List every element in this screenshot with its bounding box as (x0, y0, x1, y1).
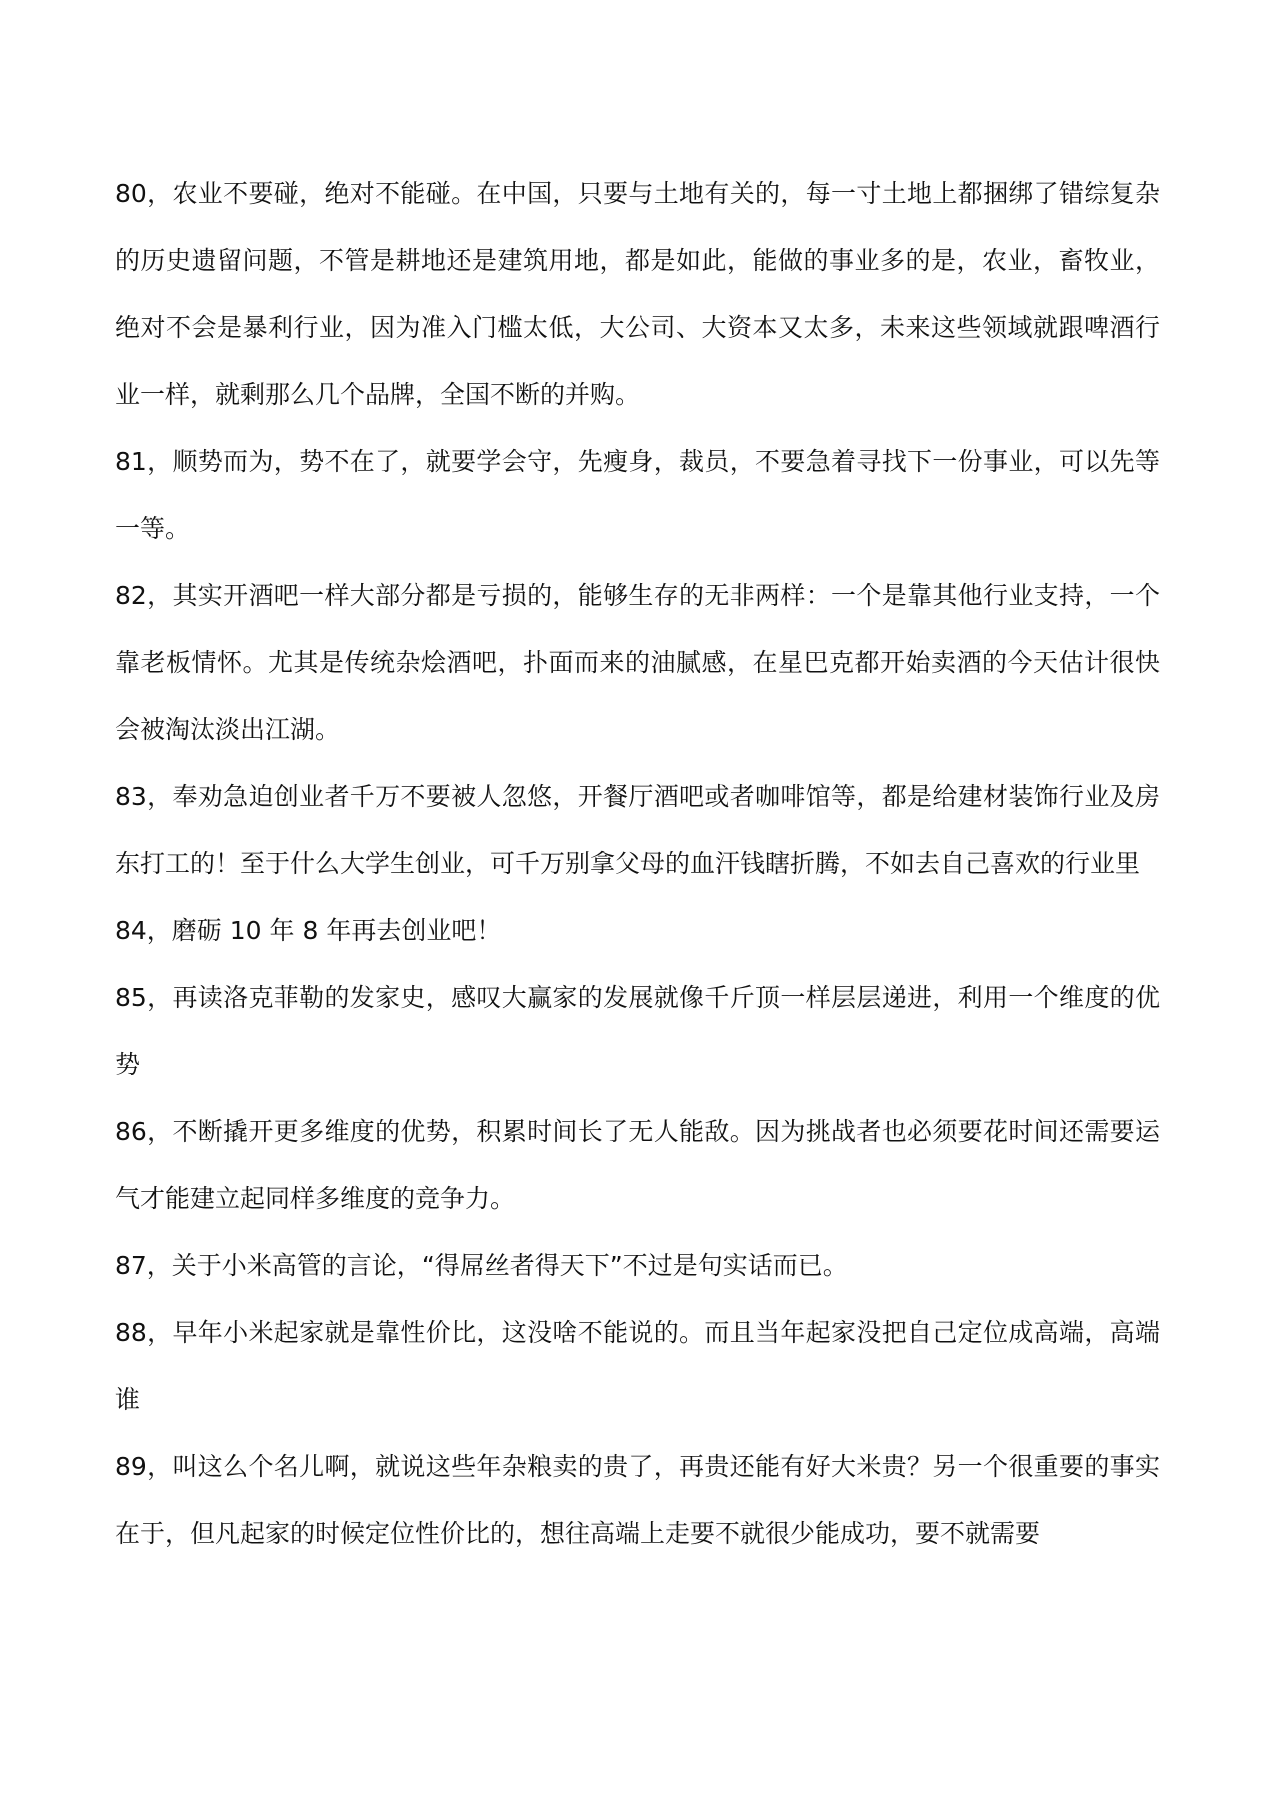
paragraph-89: 89，叫这么个名儿啊，就说这些年杂粮卖的贵了，再贵还能有好大米贵？另一个很重要的事实在于，但凡起家的时候定位性价比的，想往高端上走要不就很少能成功，要不就需要 (115, 1452, 1160, 1548)
paragraph-86: 86，不断撬开更多维度的优势，积累时间长了无人能敌。因为挑战者也必须要花时间还需要运气才能建立起同样多维度的竞争力。 (115, 1117, 1160, 1213)
paragraph-88: 88，早年小米起家就是靠性价比，这没啥不能说的。而且当年起家没把自己定位成高端，高端谁 (115, 1318, 1160, 1414)
paragraph-81: 81，顺势而为，势不在了，就要学会守，先瘦身，裁员，不要急着寻找下一份事业，可以先等一等。 (115, 447, 1160, 543)
paragraph-83: 83，奉劝急迫创业者千万不要被人忽悠，开餐厅酒吧或者咖啡馆等，都是给建材装饰行业及房东打工的！至于什么大学生创业，可千万别拿父母的血汗钱瞎折腾，不如去自己喜欢的行业里 (115, 782, 1160, 878)
paragraph-82: 82，其实开酒吧一样大部分都是亏损的，能够生存的无非两样：一个是靠其他行业支持，一个靠老板情怀。尤其是传统杂烩酒吧，扑面而来的油腻感，在星巴克都开始卖酒的今天估计很快会被淘汰淡出江湖。 (115, 581, 1160, 744)
paragraph-87: 87，关于小米高管的言论，“得屌丝者得天下”不过是句实话而已。 (115, 1251, 848, 1280)
document-body (115, 160, 1160, 1567)
paragraph-85: 85，再读洛克菲勒的发家史，感叹大赢家的发展就像千斤顶一样层层递进，利用一个维度的优势 (115, 983, 1160, 1079)
paragraph-84: 84，磨砺 10 年 8 年再去创业吧！ (115, 916, 502, 945)
paragraph-80: 80，农业不要碰，绝对不能碰。在中国，只要与土地有关的，每一寸土地上都捆绑了错综复杂的历史遗留问题，不管是耕地还是建筑用地，都是如此，能做的事业多的是，农业，畜牧业，绝对不会是暴利行业，因为准入门槛太低，大公司、大资本又太多，未来这些领域就跟啤酒行业一样，就剩那么几个品牌，全国不断的并购。 (115, 179, 1160, 409)
